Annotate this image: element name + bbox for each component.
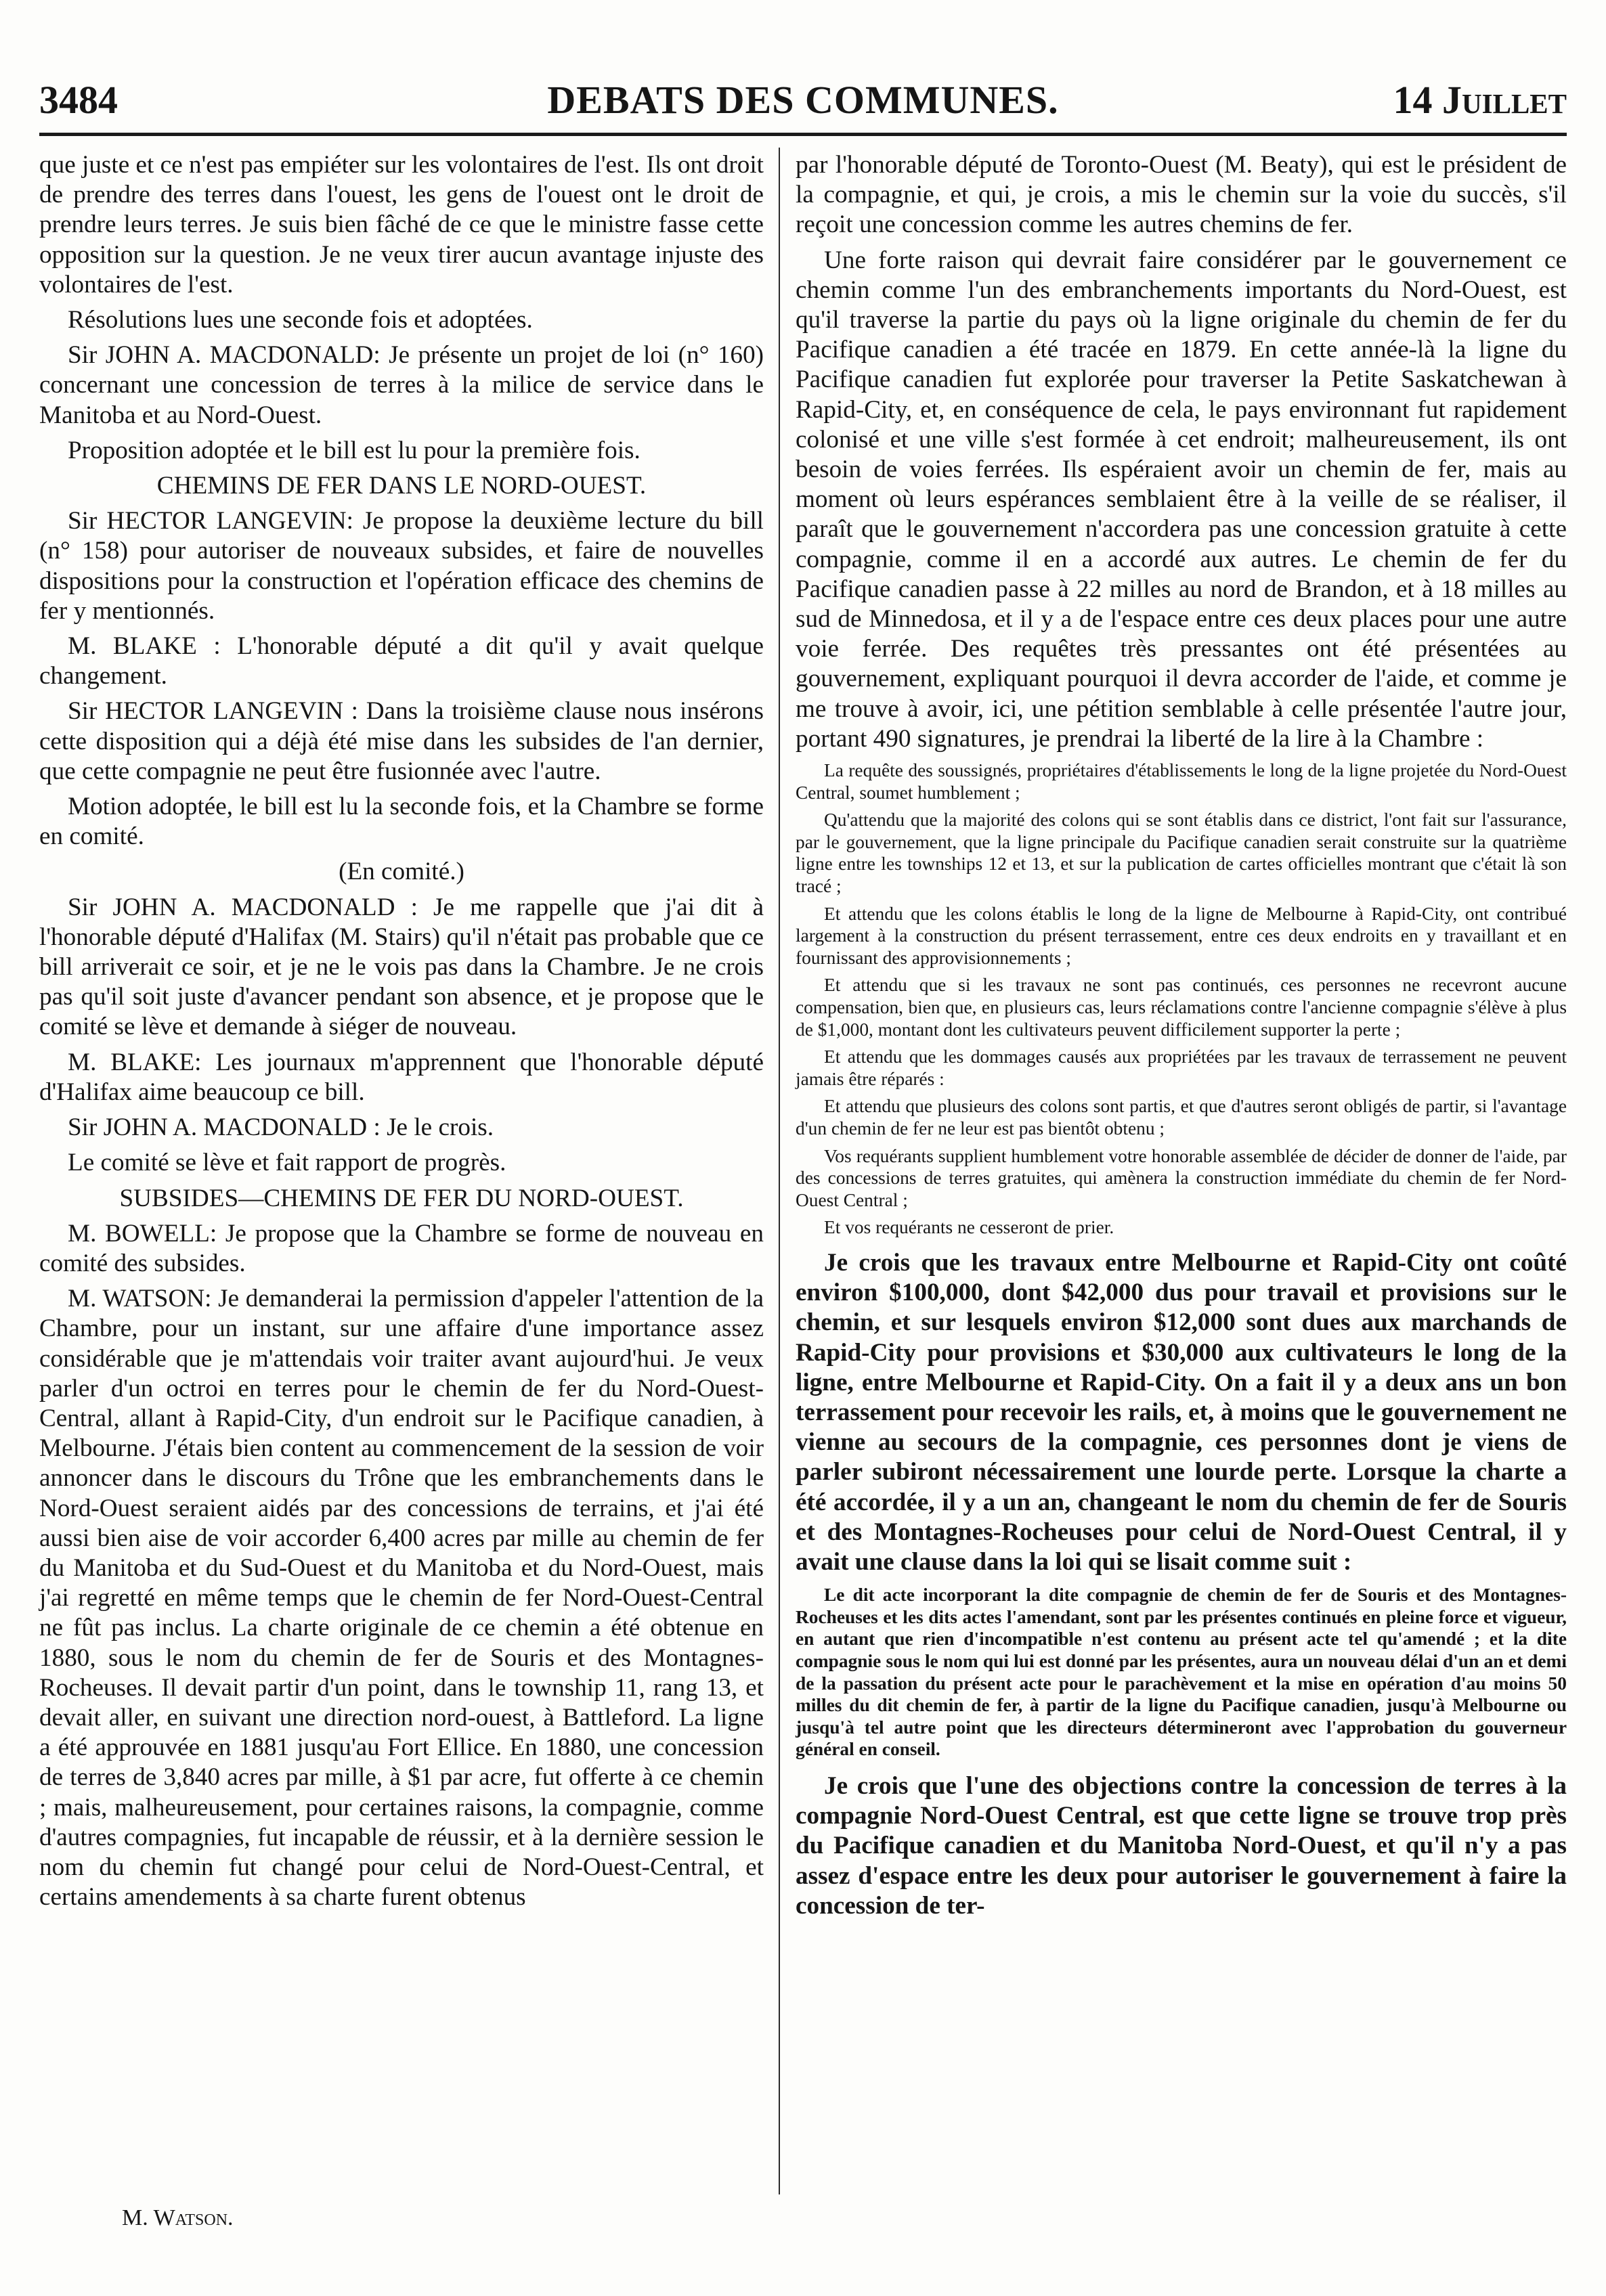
speaker-footer: M. Watson. <box>122 2205 234 2230</box>
header-rule <box>39 133 1567 136</box>
paragraph: Motion adoptée, le bill est lu la seconde fois, et la Chambre se forme en comité. <box>39 793 764 851</box>
petition-text: La requête des soussignés, propriétaires d'établissements le long de la ligne projetée du Nord-Ouest Central, soumet humblement ; <box>796 760 1567 803</box>
paragraph: que juste et ce n'est pas empiéter sur les volontaires de l'est. Ils ont droit de prendre des terres dans l'ouest, les gens de l'ouest ont le droit de prendre leurs terres. Je suis bien fâché de ce que le ministre fasse cette opposition sur la question. Je ne veux tirer aucun avantage injuste des volontaires de l'est. <box>39 151 764 299</box>
petition-text: Vos requérants supplient humblement votre honorable assemblée de décider de donner de l'aide, par des concessions de terres gratuites, qui amènera la construction immédiate du chemin de fer Nord-Ouest Central ; <box>796 1145 1567 1210</box>
paragraph: M. BOWELL: Je propose que la Chambre se forme de nouveau en comité des subsides. <box>39 1219 764 1277</box>
petition-text: Et vos requérants ne cesseront de prier. <box>824 1217 1114 1238</box>
page-title: DEBATS DES COMMUNES. <box>547 78 1059 122</box>
paragraph: Sir JOHN A. MACDONALD : Je le crois. <box>68 1113 494 1142</box>
committee-heading: (En comité.) <box>339 858 464 886</box>
paragraph: par l'honorable député de Toronto-Ouest (M. Beaty), qui est le président de la compagnie, et qui, je crois, a mis le chemin sur la voie du succès, s'il reçoit une concession comme les autres chemins de fer. <box>796 151 1567 239</box>
section-heading: SUBSIDES—CHEMINS DE FER DU NORD-OUEST. <box>119 1184 684 1212</box>
paragraph: M. WATSON: Je demanderai la permission d'appeler l'attention de la Chambre, pour un instant, sur une affaire d'une importance assez considérable que je m'attendais voir traiter avant aujourd'hui. Je veux parler d'un octroi en terres pour le chemin de fer du Nord-Ouest-Central, allant à Rapid-City, d'un endroit sur le Pacifique canadien, à Melbourne. J'étais bien content au commencement de la session de voir annoncer dans le discours du Trône que les embranchements dans le Nord-Ouest seraient aidés par des concessions de terrains, et j'ai été aussi bien aise de voir accorder 6,400 acres par mille au chemin de fer du Manitoba et du Sud-Ouest et du Manitoba et du Nord-Ouest, mais j'ai regretté en même temps que le chemin de fer Nord-Ouest-Central ne fût pas inclus. La charte originale de ce chemin a été obtenue en 1880, sous le nom du chemin de fer de Souris et des Montagnes-Rocheuses. Il devait partir d'un point, dans le township 11, rang 13, et devait aller, en suivant une direction nord-ouest, à Battleford. La ligne a été approuvée en 1881 jusqu'au Fort Ellice. En 1880, une concession de terres de 3,840 acres par mille, à $1 par acre, fut offerte à ce chemin ; mais, malheureusement, pour certaines raisons, la compagnie, comme d'autres compagnies, fut incapable de réussir, et à la dernière session le nom du chemin fut changé pour celui de Nord-Ouest-Central, et certains amendements à sa charte furent obtenus <box>39 1285 764 1912</box>
paragraph: Sir HECTOR LANGEVIN : Dans la troisième clause nous insérons cette disposition qui a déjà été mise dans les subsides de l'an dernier, que cette compagnie ne peut être fusionnée avec l'autre. <box>39 697 764 785</box>
paragraph: Sir HECTOR LANGEVIN: Je propose la deuxième lecture du bill (n° 158) pour autoriser de nouveaux subsides, et faire de nouvelles dispositions pour la construction et l'opération efficace des chemins de fer y mentionnés. <box>39 507 764 625</box>
paragraph: M. BLAKE: Les journaux m'apprennent que l'honorable député d'Halifax aime beaucoup ce bill. <box>39 1048 764 1106</box>
petition-text: Et attendu que plusieurs des colons sont partis, et que d'autres seront obligés de partir, si l'avantage d'un chemin de fer ne leur est pas bientôt obtenu ; <box>796 1096 1567 1139</box>
right-column <box>796 150 1567 2198</box>
page-number: 3484 <box>39 78 118 122</box>
paragraph: Je crois que les travaux entre Melbourne et Rapid-City ont coûté environ $100,000, dont $42,000 dus pour travail et provisions sur le chemin, et sur lesquels environ $12,000 sont dues aux marchands de Rapid-City pour provisions et $30,000 aux cultivateurs le long de la ligne, entre Melbourne et Rapid-City. On a fait il y a deux ans un bon terrassement pour recevoir les rails, et, à moins que le gouvernement ne vienne au secours de la compagnie, ces personnes dont je viens de parler subiront nécessairement une lourde perte. Lorsque la charte a été accordée, il y a un an, changeant le nom du chemin de fer de Souris et des Montagnes-Rocheuses pour celui de Nord-Ouest Central, il y avait une clause dans la loi qui se lisait comme suit : <box>796 1248 1567 1576</box>
petition-text: Et attendu que les dommages causés aux propriétées par les travaux de terrassement ne peuvent jamais être réparés : <box>796 1046 1567 1089</box>
page-date: 14 Juillet <box>1393 78 1567 122</box>
paragraph: Sir JOHN A. MACDONALD: Je présente un projet de loi (n° 160) concernant une concession de terres à la milice de service dans le Manitoba et au Nord-Ouest. <box>39 341 764 429</box>
paragraph: M. BLAKE : L'honorable député a dit qu'il y avait quelque changement. <box>39 632 764 690</box>
paragraph: Le comité se lève et fait rapport de progrès. <box>68 1149 506 1177</box>
petition-text: Et attendu que les colons établis le long de la ligne de Melbourne à Rapid-City, ont contribué largement à la construction du présent terrassement, entre ces deux endroits en y travaillant et en fournissant des approvisionnements ; <box>796 903 1567 968</box>
paragraph: Une forte raison qui devrait faire considérer par le gouvernement ce chemin comme l'un des embranchements importants du Nord-Ouest, est qu'il traverse la partie du pays où la ligne originale du chemin de fer du Pacifique canadien a été tracée en 1879. En cette année-là la ligne du Pacifique canadien fut explorée pour traverser la Petite Saskatchewan à Rapid-City, et, en conséquence de cela, le pays environnant fut rapidement colonisé et une ville s'est formée à cet endroit; malheureusement, ils ont besoin de voies ferrées. Ils espéraient avoir un chemin de fer, mais au moment où leurs espérances semblaient être à la veille de se réaliser, il paraît que le gouvernement n'accordera pas une concession gratuite à cette compagnie, comme il en a accordé aux autres. Le chemin de fer du Pacifique canadien passe à 22 milles au nord de Brandon, et à 18 milles au sud de Minnedosa, et il y a de l'espace entre ces deux places pour une autre voie ferrée. Des requêtes très pressantes ont été présentées au gouvernement, expliquant pourquoi il devra accorder de l'aide, et comme je me trouve à avoir, ici, une pétition semblable à celle présentée l'autre jour, portant 490 signatures, je prendrai la liberté de la lire à la Chambre : <box>796 246 1567 753</box>
page-header <box>39 73 1567 127</box>
section-heading: CHEMINS DE FER DANS LE NORD-OUEST. <box>156 472 647 500</box>
paragraph: Sir JOHN A. MACDONALD : Je me rappelle que j'ai dit à l'honorable député d'Halifax (M. Stairs) qu'il n'était pas probable que ce bill arriverait ce soir, et je ne le vois pas dans la Chambre. Je ne crois pas qu'il soit juste d'avancer pendant son absence, et je propose que le comité se lève et demande à siéger de nouveau. <box>39 893 764 1041</box>
act-quote: Le dit acte incorporant la dite compagnie de chemin de fer de Souris et des Montagnes-Rocheuses et les dits actes l'amendant, sont par les présentes continués en pleine force et vigueur, en autant que rien d'incompatible n'est contenu au présent acte tel qu'amendé ; et la dite compagnie sous le nom qui lui est donné par les présentes, aura un nouveau délai d'un an et demi de la passation du présent acte pour le parachèvement et la mise en opération d'au moins 50 milles du dit chemin de fer, à partir de la ligne du Pacifique canadien, jusqu'à Melbourne ou jusqu'à tel autre point que les directeurs détermineront avec l'approbation du gouverneur général en conseil. <box>796 1585 1567 1760</box>
paragraph: Proposition adoptée et le bill est lu pour la première fois. <box>68 436 641 464</box>
left-column <box>39 150 764 2198</box>
paragraph: Résolutions lues une seconde fois et adoptées. <box>68 306 533 334</box>
petition-text: Et attendu que si les travaux ne sont pas continués, ces personnes ne recevront aucune compensation, bien que, en plusieurs cas, leurs réclamations contre l'ancienne compagnie s'élève à plus de $1,000, montant dont les cultivateurs peuvent difficilement supporter la perte ; <box>796 975 1567 1040</box>
column-divider <box>779 148 780 2194</box>
paragraph: Je crois que l'une des objections contre la concession de terres à la compagnie Nord-Ouest Central, est que cette ligne se trouve trop près du Pacifique canadien et du Manitoba Nord-Ouest, et qu'il n'y a pas assez d'espace entre les deux pour autoriser le gouvernement à faire la concession de ter- <box>796 1771 1567 1920</box>
petition-text: Qu'attendu que la majorité des colons qui se sont établis dans ce district, l'ont fait sur l'assurance, par le gouvernement, que la ligne principale du Pacifique canadien serait construite sur la quatrième ligne entre les townships 12 et 13, et sur la publication de cartes officielles montrant que c'était là son tracé ; <box>796 810 1567 897</box>
